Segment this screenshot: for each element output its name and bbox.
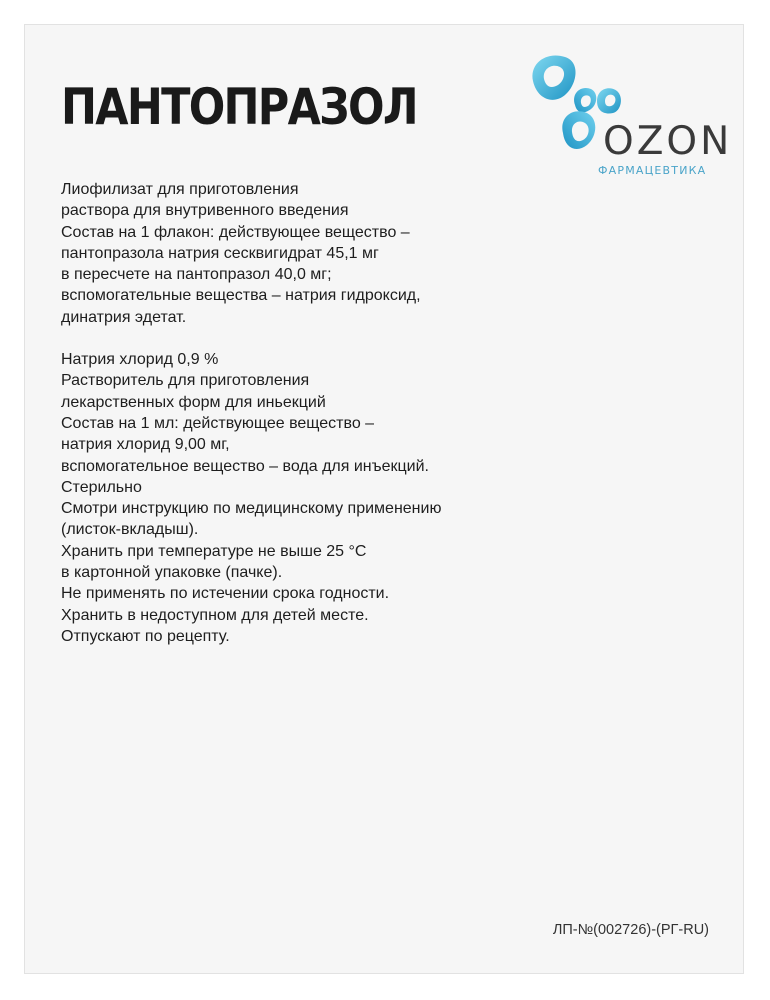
- text-line: Растворитель для приготовления: [61, 372, 310, 390]
- text-line: Хранить в недоступном для детей месте.: [61, 606, 369, 624]
- text-line: Натрия хлорид 0,9 %: [61, 351, 219, 369]
- text-line: в пересчете на пантопразол 40,0 мг;: [61, 266, 332, 284]
- brand-name: OZON: [603, 119, 733, 164]
- text-line: Стерильно: [61, 478, 142, 496]
- text-line: натрия хлорид 9,00 мг,: [61, 436, 230, 454]
- text-line: Не применять по истечении срока годности.: [61, 585, 390, 603]
- text-line: динатрия эдетат.: [61, 308, 187, 326]
- text-line: Хранить при температуре не выше 25 °С: [61, 542, 367, 560]
- brand-subtitle: ФАРМАЦЕВТИКА: [598, 164, 707, 177]
- text-line: Смотри инструкцию по медицинскому применению: [61, 500, 442, 518]
- package-panel: [24, 24, 744, 974]
- text-line: Состав на 1 мл: действующее вещество –: [61, 414, 375, 432]
- text-line: (листок-вкладыш).: [61, 521, 199, 539]
- text-line: Состав на 1 флакон: действующее вещество –: [61, 223, 410, 241]
- text-line: Лиофилизат для приготовления: [61, 181, 299, 198]
- text-line: вспомогательное вещество – вода для инъекций.: [61, 457, 429, 475]
- registration-number: ЛП-№(002726)-(РГ-RU): [552, 922, 709, 938]
- text-line: пантопразола натрия сесквигидрат 45,1 мг: [61, 244, 379, 262]
- ozon-pharma-logo: [525, 45, 735, 185]
- product-title: ПАНТОПРАЗОЛ: [61, 78, 417, 136]
- text-line: лекарственных форм для иньекций: [61, 393, 326, 411]
- text-line: в картонной упаковке (пачке).: [61, 564, 283, 582]
- product-description: [61, 179, 721, 647]
- text-line: вспомогательные вещества – натрия гидроксид,: [61, 287, 421, 305]
- paragraph-gap: [61, 328, 721, 349]
- text-line: Отпускают по рецепту.: [61, 627, 230, 645]
- text-line: раствора для внутривенного введения: [61, 202, 349, 220]
